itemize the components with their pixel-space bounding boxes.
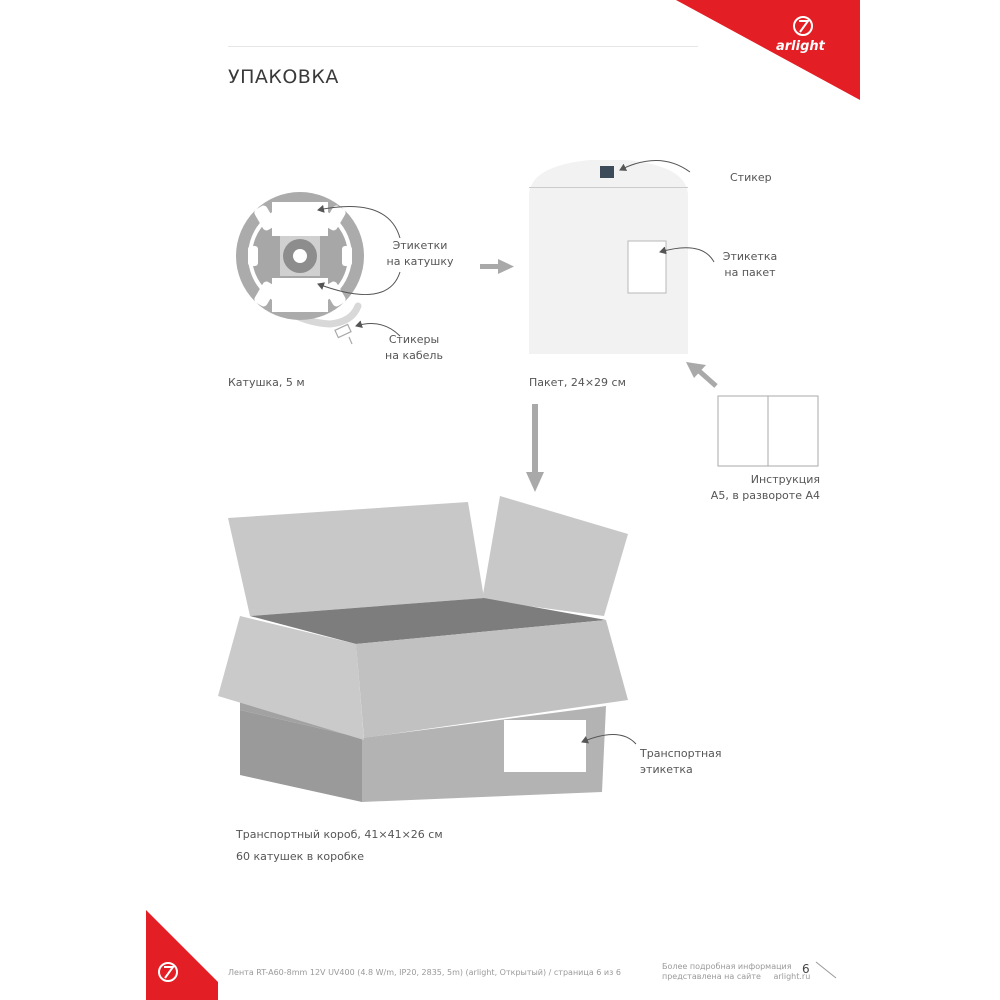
bag-label [628, 241, 666, 293]
transport-label-callout [640, 746, 722, 778]
page-number: 6 [802, 962, 810, 976]
arrow-bag-to-box [526, 404, 544, 492]
cable-stickers-line2: на кабель [385, 349, 443, 362]
footer-info-text: представлена на сайте [662, 972, 761, 981]
instruction-line2: А5, в развороте А4 [710, 489, 820, 502]
bag-label-callout [702, 249, 798, 281]
footer-divider [816, 962, 836, 978]
arrow-instruction-to-bag [686, 362, 716, 386]
brand-corner-logo [676, 0, 860, 100]
instruction-line1: Инструкция [750, 473, 820, 486]
reel-label-bottom [272, 278, 328, 312]
instruction-sheet [718, 396, 818, 466]
transport-label [504, 720, 586, 772]
bag-caption: Пакет, 24×29 см [529, 376, 626, 389]
transport-label-line2: этикетка [640, 763, 693, 776]
footer-info-line1: Более подробная информация [662, 962, 792, 971]
bag-label-line1: Этикетка [722, 250, 778, 263]
bag-illustration [529, 160, 688, 354]
footer-info [662, 962, 810, 982]
footer-site-link[interactable]: arlight.ru [773, 972, 811, 981]
cable-stickers-callout [366, 332, 462, 364]
instruction-caption [680, 472, 820, 504]
box-caption: Транспортный короб, 41×41×26 см [236, 828, 443, 841]
reel-label-top [272, 202, 328, 236]
bag-sticker [600, 166, 614, 178]
arrow-reel-to-bag [480, 259, 514, 274]
bag-label-line2: на пакет [724, 266, 776, 279]
header-rule [228, 46, 698, 47]
page-title: УПАКОВКА [228, 66, 339, 88]
reel-caption: Катушка, 5 м [228, 376, 305, 389]
transport-label-line1: Транспортная [640, 747, 722, 760]
cable-stickers-line1: Стикеры [388, 333, 440, 346]
footer-info-line2 [662, 972, 810, 982]
reel-illustration [236, 192, 364, 344]
footer-brand-corner [146, 910, 218, 1000]
brand-name: arlight [776, 39, 825, 54]
reel-labels-line1: Этикетки [392, 239, 448, 252]
footer-document-title: Лента RT-A60-8mm 12V UV400 (4.8 W/m, IP20, 2835, 5m) (arlight, Открытый) / страница 6 из 6 [228, 968, 621, 977]
reel-labels-line2: на катушку [386, 255, 454, 268]
cable-connector-icon [335, 324, 352, 344]
box-illustration [218, 496, 628, 802]
reel-labels-callout [372, 238, 468, 270]
box-quantity: 60 катушек в коробке [236, 850, 365, 863]
sticker-callout: Стикер [730, 171, 772, 184]
